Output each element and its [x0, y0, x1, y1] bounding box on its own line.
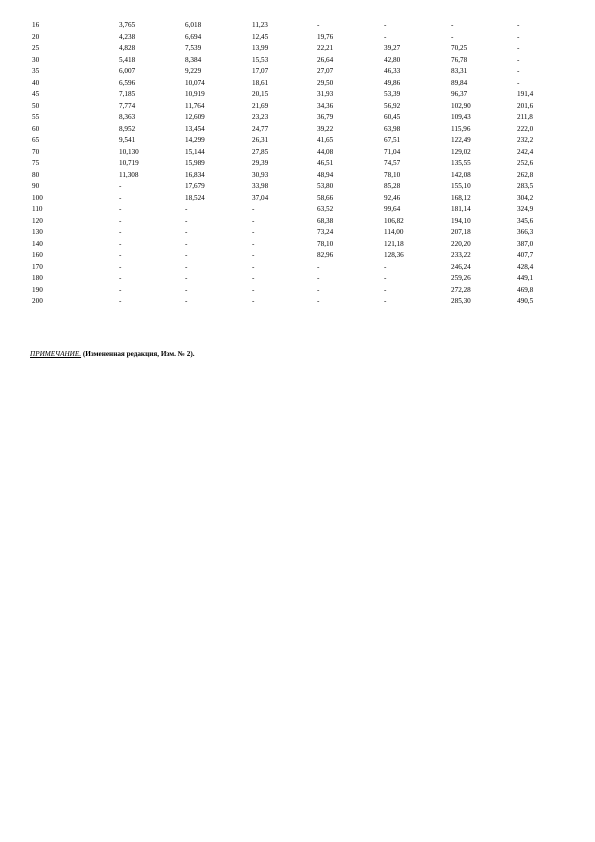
table-cell: - — [517, 32, 520, 41]
table-cell: - — [119, 262, 122, 271]
table-cell: 45 — [32, 90, 40, 98]
table-row — [24, 89, 567, 101]
table-cell: 11,764 — [185, 101, 205, 110]
table-cell: 7,185 — [119, 90, 136, 98]
table-cell: 13,454 — [185, 124, 205, 133]
table-cell: 304,2 — [517, 193, 534, 202]
table-cell: 26,64 — [317, 55, 334, 64]
table-cell: 18,61 — [252, 78, 269, 87]
table-row — [24, 32, 567, 44]
footnote-text: (Измененная редакция, Изм. № 2). — [81, 350, 195, 358]
table-row — [24, 216, 567, 228]
table-row — [24, 55, 567, 67]
table-cell: 262,8 — [517, 170, 534, 179]
table-row — [24, 227, 567, 239]
table-cell: 7,539 — [185, 44, 202, 52]
table-cell: 170 — [32, 262, 43, 271]
table-cell: 63,98 — [384, 124, 401, 133]
table-cell: 102,90 — [451, 101, 471, 110]
table-cell: - — [517, 78, 520, 87]
table-cell: 9,541 — [119, 136, 136, 144]
table-cell: 99,64 — [384, 205, 401, 213]
table-cell: 387,0 — [517, 239, 534, 248]
table-cell: 324,9 — [517, 205, 534, 213]
table-cell: 5,418 — [119, 55, 136, 64]
table-cell: 6,694 — [185, 32, 202, 41]
table-cell: 23,23 — [252, 113, 269, 121]
table-cell: 366,3 — [517, 228, 534, 236]
table-cell: 42,80 — [384, 55, 401, 64]
table-cell: 58,66 — [317, 193, 334, 202]
table-cell: 9,229 — [185, 67, 202, 75]
table-row — [24, 78, 567, 90]
table-cell: - — [185, 285, 188, 294]
table-cell: 120 — [32, 216, 43, 225]
table-cell: 92,46 — [384, 193, 401, 202]
table-cell: 90 — [32, 182, 40, 190]
table-cell: - — [185, 228, 188, 236]
table-cell: 490,5 — [517, 297, 534, 305]
table-cell: - — [317, 297, 320, 305]
table-cell: 135,55 — [451, 159, 471, 167]
table-cell: - — [119, 285, 122, 294]
table-cell: 109,43 — [451, 113, 471, 121]
table-cell: 428,4 — [517, 262, 534, 271]
table-cell: 16,834 — [185, 170, 205, 179]
table-cell: - — [119, 216, 122, 225]
table-cell: 26,31 — [252, 136, 269, 144]
table-cell: 48,94 — [317, 170, 334, 179]
table-cell: 10,074 — [185, 78, 205, 87]
table-cell: 449,1 — [517, 274, 534, 282]
table-cell: 68,38 — [317, 216, 334, 225]
table-cell: - — [451, 32, 454, 41]
table-cell: 55 — [32, 113, 40, 121]
table-cell: - — [119, 297, 122, 305]
table-row — [24, 20, 567, 32]
table-cell: - — [252, 251, 255, 259]
table-row — [24, 43, 567, 55]
table-cell: 142,08 — [451, 170, 471, 179]
table-cell: 63,52 — [317, 205, 334, 213]
table-cell: - — [185, 262, 188, 271]
table-cell: 49,86 — [384, 78, 401, 87]
table-cell: 20 — [32, 32, 40, 41]
table-cell: 17,679 — [185, 182, 205, 190]
table-row — [24, 239, 567, 251]
table-cell: 115,96 — [451, 124, 471, 133]
table-row — [24, 250, 567, 262]
table-cell: 19,76 — [317, 32, 334, 41]
table-cell: 65 — [32, 136, 40, 144]
table-cell: 6,018 — [185, 21, 202, 29]
table-cell: 242,4 — [517, 147, 534, 156]
table-cell: 285,30 — [451, 297, 471, 305]
table-cell: - — [252, 205, 255, 213]
table-cell: 194,10 — [451, 216, 471, 225]
table-cell: 15,53 — [252, 55, 269, 64]
table-cell: - — [252, 216, 255, 225]
table-cell: 12,45 — [252, 32, 269, 41]
table-cell: 232,2 — [517, 136, 534, 144]
table-row — [24, 296, 567, 308]
table-cell: 11,23 — [252, 21, 268, 29]
table-cell: 128,36 — [384, 251, 404, 259]
table-cell: 73,24 — [317, 228, 334, 236]
table-cell: 155,10 — [451, 182, 471, 190]
table-cell: 40 — [32, 78, 40, 87]
table-cell: - — [252, 262, 255, 271]
table-cell: 10,919 — [185, 90, 205, 98]
table-cell: - — [384, 297, 387, 305]
table-row — [24, 181, 567, 193]
table-row — [24, 285, 567, 297]
table-cell: - — [317, 262, 320, 271]
table-cell: 6,596 — [119, 78, 136, 87]
table-cell: 8,384 — [185, 55, 202, 64]
table-cell: 114,00 — [384, 228, 404, 236]
table-cell: 37,04 — [252, 193, 269, 202]
table-cell: 11,308 — [119, 170, 139, 179]
table-cell: - — [185, 297, 188, 305]
table-cell: - — [384, 274, 387, 282]
table-cell: 34,36 — [317, 101, 334, 110]
table-cell: 96,37 — [451, 90, 468, 98]
table-cell: 106,82 — [384, 216, 404, 225]
table-cell: - — [185, 251, 188, 259]
table-cell: 129,02 — [451, 147, 471, 156]
table-cell: 140 — [32, 239, 43, 248]
table-cell: 100 — [32, 193, 43, 202]
table-cell: 41,65 — [317, 136, 334, 144]
table-cell: 15,989 — [185, 159, 205, 167]
table-cell: 46,33 — [384, 67, 401, 75]
table-cell: 7,774 — [119, 101, 136, 110]
table-cell: 180 — [32, 274, 43, 282]
table-cell: 44,08 — [317, 147, 334, 156]
table-cell: 39,27 — [384, 44, 401, 52]
table-cell: 53,80 — [317, 182, 334, 190]
table-cell: - — [119, 205, 122, 213]
table-cell: - — [252, 285, 255, 294]
table-cell: - — [119, 274, 122, 282]
table-cell: 33,98 — [252, 182, 269, 190]
table-row — [24, 262, 567, 274]
table-row — [24, 112, 567, 124]
table-cell: 76,78 — [451, 55, 468, 64]
table-cell: 27,07 — [317, 67, 334, 75]
table-cell: - — [252, 274, 255, 282]
table-cell: 246,24 — [451, 262, 471, 271]
table-row — [24, 170, 567, 182]
table-cell: 200 — [32, 297, 43, 305]
table-cell: 39,22 — [317, 124, 334, 133]
table-cell: - — [252, 297, 255, 305]
table-cell: 8,363 — [119, 113, 136, 121]
table-cell: 272,28 — [451, 285, 471, 294]
table-cell: - — [384, 32, 387, 41]
table-cell: 60 — [32, 124, 40, 133]
table-cell: - — [317, 285, 320, 294]
table-cell: 46,51 — [317, 159, 334, 167]
table-cell: - — [317, 274, 320, 282]
table-cell: - — [517, 55, 520, 64]
table-row — [24, 147, 567, 159]
table-cell: 110 — [32, 205, 43, 213]
table-cell: - — [384, 262, 387, 271]
table-cell: 3,765 — [119, 21, 136, 29]
table-row — [24, 273, 567, 285]
table-cell: 345,6 — [517, 216, 534, 225]
table-row — [24, 66, 567, 78]
table-cell: - — [252, 239, 255, 248]
table-cell: 407,7 — [517, 251, 534, 259]
table-cell: 252,6 — [517, 159, 534, 167]
table-cell: 31,93 — [317, 90, 334, 98]
table-cell: 283,5 — [517, 182, 534, 190]
table-cell: 24,77 — [252, 124, 269, 133]
table-cell: 191,4 — [517, 90, 534, 98]
table-cell: 89,84 — [451, 78, 468, 87]
table-cell: 74,57 — [384, 159, 401, 167]
table-cell: 201,6 — [517, 101, 534, 110]
table-cell: 10,719 — [119, 159, 139, 167]
table-cell: - — [252, 228, 255, 236]
table-cell: - — [185, 274, 188, 282]
table-cell: 12,609 — [185, 113, 205, 121]
table-cell: - — [317, 21, 320, 29]
table-cell: 259,26 — [451, 274, 471, 282]
table-cell: 56,92 — [384, 101, 401, 110]
values-table — [24, 20, 567, 308]
table-cell: - — [384, 285, 387, 294]
table-cell: - — [119, 182, 122, 190]
table-cell: - — [119, 228, 122, 236]
table-cell: 82,96 — [317, 251, 334, 259]
table-cell: - — [185, 216, 188, 225]
table-cell: 70 — [32, 147, 40, 156]
table-cell: 18,524 — [185, 193, 205, 202]
table-cell: 121,18 — [384, 239, 404, 248]
table-cell: 30,93 — [252, 170, 269, 179]
table-cell: 220,20 — [451, 239, 471, 248]
table-cell: 160 — [32, 251, 43, 259]
table-cell: 35 — [32, 67, 40, 75]
table-cell: - — [451, 21, 454, 29]
table-cell: - — [384, 21, 387, 29]
table-cell: 16 — [32, 21, 40, 29]
table-cell: 8,952 — [119, 124, 136, 133]
table-cell: 13,99 — [252, 44, 269, 52]
table-cell: 190 — [32, 285, 43, 294]
table-cell: - — [119, 239, 122, 248]
table-cell: 30 — [32, 55, 40, 64]
table-cell: 14,299 — [185, 136, 205, 144]
table-cell: 53,39 — [384, 90, 401, 98]
footnote-label: ПРИМЕЧАНИЕ. — [30, 350, 82, 358]
table-cell: 130 — [32, 228, 43, 236]
table-cell: - — [119, 251, 122, 259]
table-cell: 75 — [32, 159, 40, 167]
table-cell: 71,04 — [384, 147, 401, 156]
table-row — [24, 124, 567, 136]
table-cell: 4,238 — [119, 32, 136, 41]
table-cell: 29,39 — [252, 159, 269, 167]
table-cell: 6,007 — [119, 67, 136, 75]
table-cell: 60,45 — [384, 113, 401, 121]
table-row — [24, 135, 567, 147]
table-cell: 70,25 — [451, 44, 468, 52]
table-cell: 17,07 — [252, 67, 269, 75]
table-cell: - — [119, 193, 122, 202]
table-cell: 36,79 — [317, 113, 334, 121]
footnote — [30, 349, 195, 359]
table-cell: 207,18 — [451, 228, 471, 236]
table-cell: 27,85 — [252, 147, 269, 156]
table-row — [24, 158, 567, 170]
table-cell: 78,10 — [317, 239, 334, 248]
table-cell: 20,15 — [252, 90, 269, 98]
table-cell: - — [517, 44, 520, 52]
table-cell: 168,12 — [451, 193, 471, 202]
table-cell: - — [517, 67, 520, 75]
table-cell: - — [185, 205, 188, 213]
table-cell: 78,10 — [384, 170, 401, 179]
table-cell: 22,21 — [317, 44, 334, 52]
table-row — [24, 101, 567, 113]
table-cell: 4,828 — [119, 44, 136, 52]
table-row — [24, 193, 567, 205]
table-cell: 233,22 — [451, 251, 471, 259]
values-table-body — [24, 20, 567, 308]
table-cell: 211,8 — [517, 113, 533, 121]
table-cell: 83,31 — [451, 67, 468, 75]
table-cell: 181,14 — [451, 205, 471, 213]
table-cell: - — [517, 21, 520, 29]
table-cell: 10,130 — [119, 147, 139, 156]
table-cell: 122,49 — [451, 136, 471, 144]
table-cell: 469,8 — [517, 285, 534, 294]
table-cell: 50 — [32, 101, 40, 110]
table-row — [24, 204, 567, 216]
table-cell: 67,51 — [384, 136, 401, 144]
table-cell: 80 — [32, 170, 40, 179]
table-cell: - — [185, 239, 188, 248]
table-cell: 85,28 — [384, 182, 401, 190]
table-cell: 21,69 — [252, 101, 269, 110]
table-cell: 222,0 — [517, 124, 534, 133]
table-cell: 15,144 — [185, 147, 205, 156]
table-cell: 25 — [32, 44, 40, 52]
table-cell: 29,50 — [317, 78, 334, 87]
